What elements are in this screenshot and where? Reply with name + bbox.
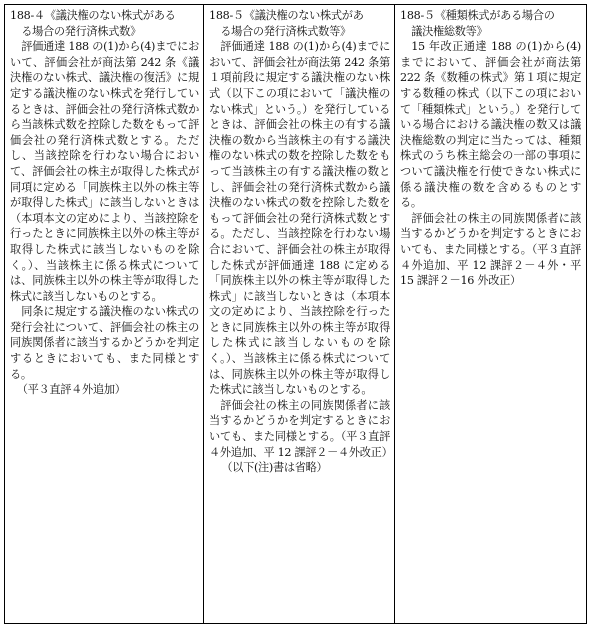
- section-heading: [400, 8, 581, 39]
- body-paragraph: 評価通達 188 の(1)から(4)までにおいて、評価会社が商法第 242 条第１項前段に規定する議決権のない株式（以下この項において「議決権のない株式」という。）を発行しているときは、評価会社の株主の有する議決権の数から当該株主の有する議決権のない株式の数を控除した数をもって当該株主の有する議決権の数とし、評価会社の発行済株式数から議決権のない株式の数を控除した数をもって評価会社の発行済株式数とする。ただし、当該控除を行わない場合において、評価会社の株主が取得した株式が評価通達 188 に定める「同族株主以外の株主等が取得した株式」に該当しないときは（本項本文の定めにより、当該控除を行ったときに同族株主以外の株主等が取得した株式に該当しないものを除く。）、当該株主に係る株式については、同族株主以外の株主等が取得した株式に該当しないものとする。: [209, 40, 390, 397]
- column-left: [5, 5, 204, 623]
- body-paragraph: 同条に規定する議決権のない株式の発行会社について、評価会社の株主の同族関係者に該当するかどうかを判定するときにおいても、また同様とする。: [10, 305, 199, 381]
- body-paragraph: 評価会社の株主の同族関係者に該当するかどうかを判定するときにおいても、また同様とする。（平３直評４外追加、平 12 課評２－４外改正）: [209, 398, 393, 459]
- heading-line-2: る場合の発行済株式数等》: [220, 24, 351, 38]
- omission-note: （以下(注)書は省略）: [221, 461, 328, 475]
- document-table: [4, 4, 587, 624]
- heading-line-1: 188-５《議決権のない株式があ: [209, 9, 364, 22]
- column-right: [395, 5, 585, 623]
- body-paragraph: 評価会社の株主の同族関係者に該当するかどうかを判定するときにおいても、また同様とする。（平３直評４外追加、平 12 課評２－４外・平 15 課評２－16 外改正）: [400, 211, 581, 288]
- body-paragraph: 評価通達 188 の(1)から(4)までにおいて、評価会社が商法第 242 条《議決権のない株式、議決権の復活》に規定する議決権のない株式を発行しているときは、評価会社の発行済株式数から当該株式数を控除した数をもって評価会社の発行済株式数とする。ただし、当該控除を行わない場合において、評価会社の株主が取得した株式が同項に定める「同族株主以外の株主等が取得した株式」に該当しないときは（本項本文の定めにより、当該控除を行ったときに同族株主以外の株主等が取得した株式に該当しないものを除く。）、当該株主に係る株式については、同族株主以外の株主等が取得した株式に該当しないものとする。: [10, 40, 199, 303]
- section-heading: [10, 8, 199, 39]
- heading-line-2: 議決権総数等》: [411, 24, 488, 38]
- heading-line-2: る場合の発行済株式数》: [21, 24, 141, 38]
- heading-line-1: 188-５《種類株式がある場合の: [400, 9, 555, 22]
- heading-line-1: 188-４《議決権のない株式がある: [10, 9, 176, 22]
- column-middle: [204, 5, 395, 623]
- amendment-note: （平３直評４外追加）: [16, 383, 126, 397]
- section-heading: [209, 8, 390, 39]
- body-paragraph: 15 年改正通達 188 の(1)から(4)までにおいて、評価会社が商法第 222 条《数種の株式》第１項に規定する数種の株式（以下この項において「種類株式」という。）を発行している場合における議決権の数又は議決権総数の判定に当たっては、種類株式のうち株主総会の一部の事項について議決権を行使できない株式に係る議決権の数を含めるものとする。: [400, 40, 581, 210]
